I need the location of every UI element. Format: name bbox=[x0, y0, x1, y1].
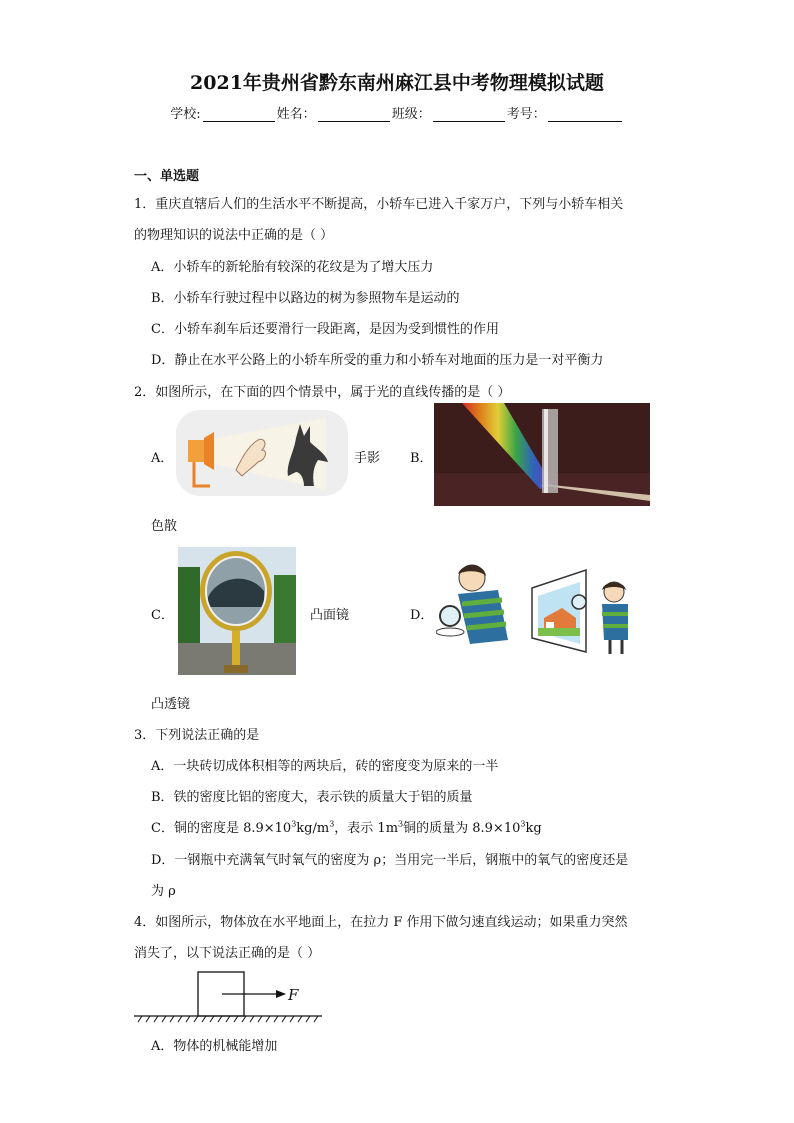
q2-c-caption: 凸面镜 bbox=[310, 608, 350, 623]
prism-dispersion-image bbox=[434, 403, 650, 506]
q1-stem-line1: 1．重庆直辖后人们的生活水平不断提高，小轿车已进入千家万户，下列与小轿车相关 bbox=[134, 197, 624, 212]
q3-option-d-line1: D．一钢瓶中充满氧气时氧气的密度为 ρ；当用完一半后，钢瓶中的氧气的密度还是 bbox=[151, 853, 629, 868]
q3-option-c: C．铜的密度是 $8.9\times 10^3kg/m^3$，表示 $1m^3$铜的质量为 $8.9\times 10^3kg$ bbox=[151, 819, 542, 836]
class-label: 班级： bbox=[391, 107, 431, 122]
exam-number-label: 考号： bbox=[506, 107, 546, 122]
q3-option-a: A．一块砖切成体积相等的两块后，砖的密度变为原来的一半 bbox=[151, 759, 499, 774]
hand-shadow-image bbox=[176, 410, 348, 496]
exam-number-blank bbox=[548, 107, 622, 122]
q1-option-b: B．小轿车行驶过程中以路边的树为参照物车是运动的 bbox=[151, 291, 460, 306]
section-heading: 一、单选题 bbox=[134, 169, 200, 184]
q3-option-b: B．铁的密度比铝的密度大，表示铁的质量大于铝的质量 bbox=[151, 790, 473, 805]
q4-stem-line2: 消失了，以下说法正确的是（ ） bbox=[134, 946, 321, 961]
q2-b-letter: B． bbox=[410, 451, 433, 466]
school-label: 学校: bbox=[170, 107, 201, 122]
q2-d-letter: D． bbox=[410, 608, 434, 623]
student-info-line bbox=[0, 103, 794, 122]
q2-c-letter: C． bbox=[151, 608, 174, 623]
q2-b-caption: 色散 bbox=[151, 519, 178, 534]
q1-stem-line2: 的物理知识的说法中正确的是（ ） bbox=[134, 228, 334, 243]
convex-mirror-image bbox=[178, 547, 296, 675]
q4-option-a: A．物体的机械能增加 bbox=[151, 1039, 278, 1054]
magnifier-boys-image bbox=[436, 560, 636, 656]
school-blank bbox=[203, 107, 275, 122]
q3-option-d-line2: 为 ρ bbox=[151, 884, 176, 899]
q1-option-c: C．小轿车刹车后还要滑行一段距离，是因为受到惯性的作用 bbox=[151, 322, 499, 337]
force-label: F bbox=[288, 986, 299, 1004]
q2-stem: 2．如图所示，在下面的四个情景中，属于光的直线传播的是（ ） bbox=[134, 385, 511, 400]
q1-option-d: D．静止在水平公路上的小轿车所受的重力和小轿车对地面的压力是一对平衡力 bbox=[151, 353, 604, 368]
q1-option-a: A．小轿车的新轮胎有较深的花纹是为了增大压力 bbox=[151, 260, 434, 275]
q2-a-caption: 手影 bbox=[354, 451, 381, 466]
q4-stem-line1: 4．如图所示，物体放在水平地面上，在拉力 F 作用下做匀速直线运动；如果重力突然 bbox=[134, 915, 628, 930]
name-label: 姓名： bbox=[276, 107, 316, 122]
q2-a-letter: A． bbox=[151, 451, 174, 466]
block-force-diagram bbox=[134, 966, 324, 1024]
q3-stem: 3．下列说法正确的是 bbox=[134, 728, 260, 743]
q2-d-caption: 凸透镜 bbox=[151, 697, 191, 712]
class-blank bbox=[433, 107, 505, 122]
name-blank bbox=[318, 107, 390, 122]
page-title: 2021年贵州省黔东南州麻江县中考物理模拟试题 bbox=[190, 72, 604, 94]
